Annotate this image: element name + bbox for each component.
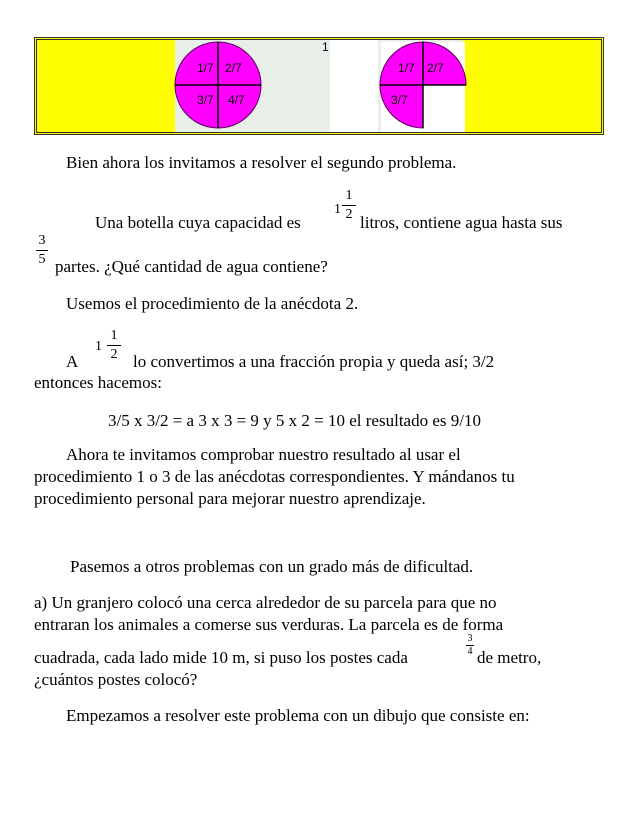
fraction-bar xyxy=(36,250,48,251)
mixed-number-bar xyxy=(342,205,356,206)
paragraph-invitation-line2: procedimiento 1 o 3 de las anécdotas correspondientes. Y mándanos tu xyxy=(34,467,515,486)
fraction-denominator: 5 xyxy=(38,252,46,267)
problem-statement-part2: litros, contiene agua hasta sus xyxy=(360,213,563,232)
problem-a-line2: entraran los animales a comerse sus verduras. La parcela es de forma xyxy=(34,615,504,634)
paragraph-conversion-letter: A xyxy=(66,352,79,371)
mixed-number-denominator: 2 xyxy=(345,207,353,222)
problem-a-line1: a) Un granjero colocó una cerca alrededor de su parcela para que no xyxy=(34,593,497,612)
mixed-number-numerator: 1 xyxy=(345,188,353,203)
problem-statement-part1: Una botella cuya capacidad es xyxy=(95,213,301,232)
left-pie-label-4: 4/7 xyxy=(228,93,245,107)
fraction-numerator: 3 xyxy=(38,233,46,248)
problem-a-line3-end: de metro, xyxy=(477,648,542,667)
right-pie-label-3: 3/7 xyxy=(391,93,408,107)
paragraph-invitation-line1: Ahora te invitamos comprobar nuestro resultado al usar el xyxy=(66,445,461,464)
left-pie-label-3: 3/7 xyxy=(197,93,214,107)
left-pie-label-2: 2/7 xyxy=(225,61,242,75)
mixed-number-denominator-2: 2 xyxy=(110,347,118,362)
fraction-pies-figure xyxy=(0,0,638,140)
calculation-line: 3/5 x 3/2 = a 3 x 3 = 9 y 5 x 2 = 10 el resultado es 9/10 xyxy=(108,411,481,430)
paragraph-conversion-line2: entonces hacemos: xyxy=(34,373,162,392)
left-pie-label-1: 1/7 xyxy=(197,61,214,75)
paragraph-conversion: lo convertimos a una fracción propia y queda así; 3/2 xyxy=(133,352,495,371)
mixed-number-bar-2 xyxy=(107,345,121,346)
problem-a-question: ¿cuántos postes colocó? xyxy=(34,670,198,689)
fraction-denominator-2: 4 xyxy=(467,646,473,657)
right-pie xyxy=(380,42,466,132)
mixed-number-numerator-2: 1 xyxy=(110,328,118,343)
tick-label-left: 1 xyxy=(322,40,329,54)
mixed-number-whole-2: 1 xyxy=(95,339,102,354)
mixed-number-whole: 1 xyxy=(334,202,341,217)
problem-a-line3: cuadrada, cada lado mide 10 m, si puso los postes cada xyxy=(34,648,408,667)
paragraph-invitation-line3: procedimiento personal para mejorar nuestro aprendizaje. xyxy=(34,489,426,508)
fraction-numerator-2: 3 xyxy=(467,633,473,644)
right-pie-label-1: 1/7 xyxy=(398,61,415,75)
paragraph-next-problems: Pasemos a otros problemas con un grado más de dificultad. xyxy=(70,557,474,576)
problem-question: partes. ¿Qué cantidad de agua contiene? xyxy=(55,257,328,276)
right-pie-label-2: 2/7 xyxy=(427,61,444,75)
paragraph-drawing-intro: Empezamos a resolver este problema con un dibujo que consiste en: xyxy=(66,706,530,725)
paragraph-intro: Bien ahora los invitamos a resolver el segundo problema. xyxy=(66,153,457,172)
left-pie xyxy=(175,42,261,128)
paragraph-procedure: Usemos el procedimiento de la anécdota 2. xyxy=(66,294,359,313)
